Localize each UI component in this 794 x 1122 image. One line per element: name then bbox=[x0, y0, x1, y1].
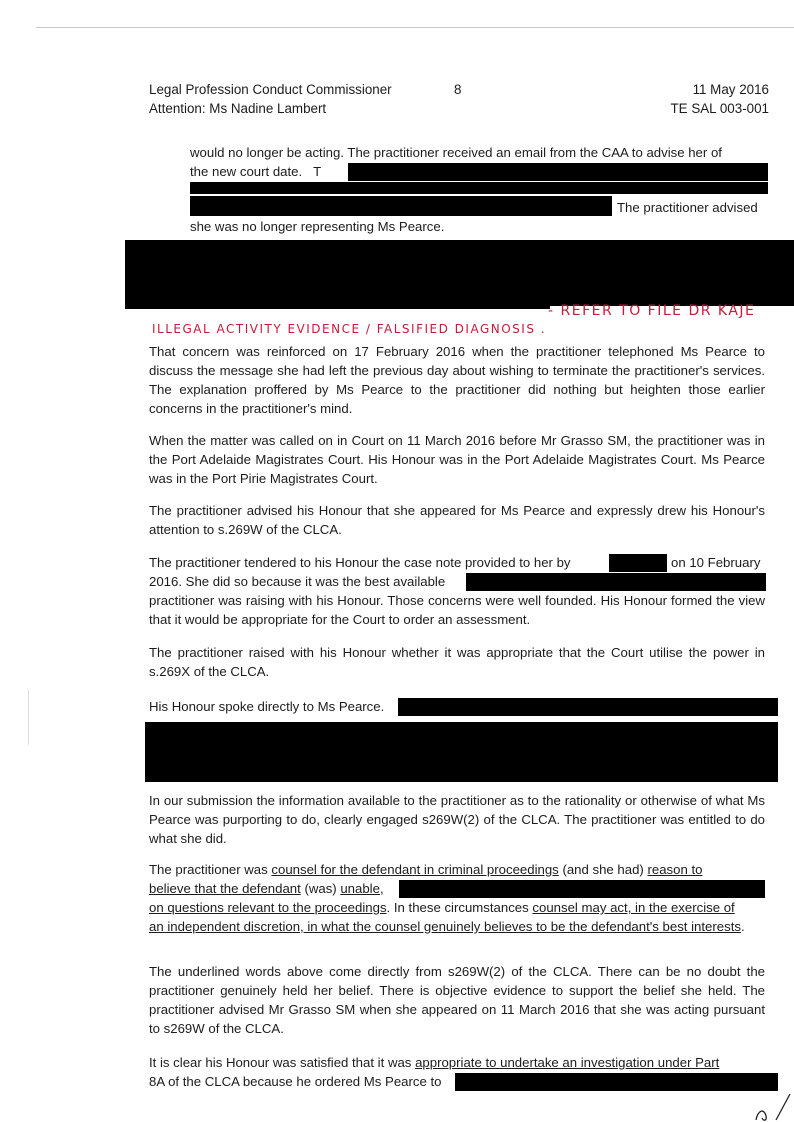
counsel-text: . In these circumstances bbox=[386, 900, 533, 915]
redaction-block bbox=[399, 880, 765, 898]
letter-header-right bbox=[670, 80, 769, 118]
para-raised: The practitioner raised with his Honour whether it was appropriate that the Court utilise the power in s.269X of the CLCA. bbox=[149, 645, 765, 679]
para-clear-line1 bbox=[149, 1053, 719, 1072]
para-clear-line2: 8A of the CLCA because he ordered Ms Pearce to bbox=[149, 1074, 442, 1089]
counsel-underlined: on questions relevant to the proceedings bbox=[149, 900, 387, 915]
redaction-block bbox=[455, 1073, 778, 1091]
para-tendered-rest: practitioner was raising with his Honour. Those concerns were well founded. His Honour formed the view that it would be appropriate for the Court to order an assessment. bbox=[149, 593, 765, 627]
counsel-underlined: unable bbox=[340, 881, 380, 896]
letter-date: 11 May 2016 bbox=[692, 82, 769, 97]
margin-mark bbox=[28, 690, 29, 745]
redaction-block bbox=[398, 698, 778, 716]
redaction-block bbox=[125, 305, 550, 309]
para-counsel-line2: believe that the defendant (was) unable, bbox=[149, 881, 384, 896]
para-top-line5: she was no longer representing Ms Pearce. bbox=[190, 219, 445, 234]
para-court: When the matter was called on in Court on 11 March 2016 before Mr Grasso SM, the practitioner was in the Port Adelaide Magistrates Court. His Honour was in the Port Adelaide Magistrates Court. Ms Pearce was in the Port Pirie Magistrates Court. bbox=[149, 433, 765, 486]
clear-underlined: appropriate to undertake an investigation under Part bbox=[415, 1055, 720, 1070]
handwritten-note-file-reference: - REFER TO FILE DR KAJE bbox=[548, 303, 756, 319]
para-top-line2 bbox=[190, 162, 321, 181]
para-counsel-rest bbox=[149, 917, 765, 936]
para-tendered-line2-start: 2016. She did so because it was the best available bbox=[149, 574, 446, 589]
para-tendered-line1-start: The practitioner tendered to his Honour the case note provided to her by bbox=[149, 555, 571, 570]
para-spoke: His Honour spoke directly to Ms Pearce. bbox=[149, 699, 385, 714]
redaction-block bbox=[466, 573, 766, 591]
para-advised: The practitioner advised his Honour that she appeared for Ms Pearce and expressly drew his Honour's attention to s.269W of the CLCA. bbox=[149, 503, 765, 537]
para-top-line1: would no longer be acting. The practitioner received an email from the CAA to advise her of bbox=[190, 145, 722, 160]
letter-header-left bbox=[149, 80, 392, 118]
para-counsel-line3 bbox=[149, 898, 735, 917]
redaction-block bbox=[190, 196, 612, 216]
attention-line: Attention: Ms Nadine Lambert bbox=[149, 101, 327, 116]
counsel-underlined: believe that the defendant bbox=[149, 881, 301, 896]
recipient-org: Legal Profession Conduct Commissioner bbox=[149, 82, 392, 97]
para-concern: That concern was reinforced on 17 February 2016 when the practitioner telephoned Ms Pearce to discuss the message she had left the previous day about wishing to terminate the practitioner's services. The explanation proffered by Ms Pearce to the practitioner did nothing but heighten those earlier concerns in the practitioner's mind. bbox=[149, 344, 765, 416]
handwritten-note-allegation: ILLEGAL ACTIVITY EVIDENCE / FALSIFIED DIAGNOSIS . bbox=[152, 322, 547, 336]
para-top-line2-start: the new court date. bbox=[190, 164, 303, 179]
counsel-text: (was) bbox=[300, 881, 341, 896]
para-top-line2-tail: T bbox=[313, 164, 322, 179]
para-top-line4-tail: The practitioner advised bbox=[617, 200, 758, 215]
clear-text: It is clear his Honour was satisfied that it was bbox=[149, 1055, 416, 1070]
letter-reference: TE SAL 003-001 bbox=[670, 101, 769, 116]
counsel-text: (and she had) bbox=[558, 862, 648, 877]
para-submission: In our submission the information available to the practitioner as to the rationality or otherwise of what Ms Pearce was purporting to do, clearly engaged s269W(2) of the CLCA. The practitioner was entitled to do what she did. bbox=[149, 793, 765, 846]
counsel-underlined: reason to bbox=[647, 862, 703, 877]
para-underlined-words: The underlined words above come directly from s269W(2) of the CLCA. There can be no doubt the practitioner genuinely held her belief. There is objective evidence to support the belief she held. The practitioner advised Mr Grasso SM when she appeared on 11 March 2016 that she was acting pursuant to s269W of the CLCA. bbox=[149, 964, 765, 1036]
redaction-block bbox=[125, 240, 794, 306]
counsel-text: The practitioner was bbox=[149, 862, 272, 877]
initials-signature bbox=[752, 1090, 792, 1122]
para-tendered-line1-end: on 10 February bbox=[671, 555, 761, 570]
counsel-text: . bbox=[740, 919, 745, 934]
redaction-block bbox=[190, 182, 768, 194]
counsel-underlined: an independent discretion, in what the counsel genuinely believes to be the defendant's best interests bbox=[149, 919, 741, 934]
counsel-underlined: counsel for the defendant in criminal proceedings bbox=[271, 862, 559, 877]
page-number: 8 bbox=[454, 82, 462, 97]
counsel-underlined: counsel may act, in the exercise of bbox=[532, 900, 735, 915]
redaction-block bbox=[609, 554, 667, 572]
para-counsel-line1 bbox=[149, 860, 703, 879]
redaction-block bbox=[145, 722, 778, 782]
top-rule bbox=[36, 27, 794, 28]
redaction-block bbox=[348, 163, 768, 181]
